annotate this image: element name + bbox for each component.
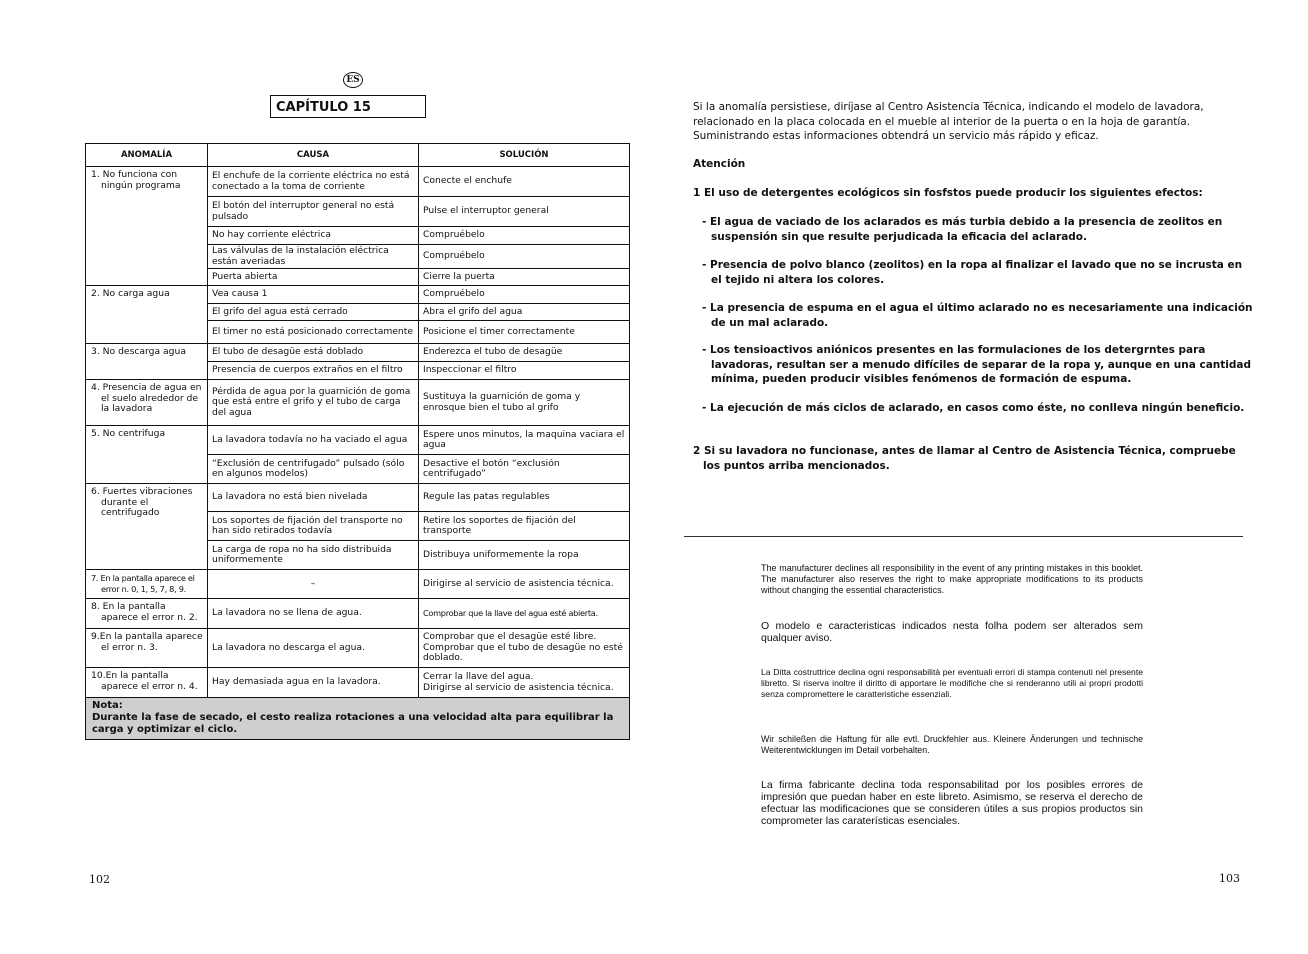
language-badge: ES <box>343 72 363 88</box>
bullet-item: - Los tensioactivos aniónicos presentes en las formulaciones de los detergrntes para lavadoras, resultan ser a menudo difíciles de separar de la ropa y, aunque en una cantidad mínima, pueden producir visibles fenómenos de formación de espuma. <box>702 344 1252 385</box>
solution-cell: Sustituya la guarnición de goma y enrosque bien el tubo al grifo <box>419 380 630 426</box>
header-anomalia: ANOMALÍA <box>86 144 208 167</box>
anomaly-cell: 9.En la pantalla aparece el error n. 3. <box>86 629 208 668</box>
cause-cell: Los soportes de fijación del transporte no han sido retirados todavía <box>208 512 419 541</box>
page-number-right: 103 <box>1219 872 1240 885</box>
bullet-item: - La ejecución de más ciclos de aclarado, en casos como éste, no conlleva ningún beneficio. <box>702 402 1245 414</box>
disclaimer-it: La Ditta costruttrice declina ogni responsabilità per eventuali errori di stampa contenuti nel presente libretto. Si riserva inoltre il diritto di apportare le modifiche che si renderanno utili ai propri prodotti senza compromettere le caratteristiche essenziali. <box>761 667 1143 699</box>
cause-cell: El grifo del agua está cerrado <box>208 304 419 321</box>
solution-cell: Distribuya uniformemente la ropa <box>419 541 630 570</box>
cause-cell: Presencia de cuerpos extraños en el filtro <box>208 362 419 380</box>
bullet-item: - Presencia de polvo blanco (zeolitos) en la ropa al finalizar el lavado que no se incrusta en el tejido ni altera los colores. <box>702 259 1243 286</box>
solution-cell: Compruébelo <box>419 286 630 304</box>
anomaly-cell: 6. Fuertes vibraciones durante el centrifugado <box>86 484 208 570</box>
solution-cell: Dirigirse al servicio de asistencia técnica. <box>419 570 630 599</box>
note-text: Durante la fase de secado, el cesto realiza rotaciones a una velocidad alta para equilibrar la carga y optimizar el ciclo. <box>92 712 614 735</box>
disclaimer-en: The manufacturer declines all responsibility in the event of any printing mistakes in this booklet. The manufacturer also reserves the right to make appropriate modifications to its products without changing the essential characteristics. <box>761 563 1143 595</box>
section-divider <box>684 536 1243 537</box>
point-2: 2 Si su lavadora no funcionase, antes de llamar al Centro de Asistencia Técnica, compruebe los puntos arriba mencionados. <box>693 445 1236 472</box>
header-solucion: SOLUCIÓN <box>419 144 630 167</box>
table-row <box>86 426 630 455</box>
note-row <box>86 698 630 740</box>
solution-cell: Cierre la puerta <box>419 269 630 286</box>
note-cell <box>86 698 630 740</box>
bullet-item: - El agua de vaciado de los aclarados es más turbia debido a la presencia de zeolitos en suspensión sin que resulte perjudicada la eficacia del aclarado. <box>702 216 1223 243</box>
cause-cell: El tubo de desagüe está doblado <box>208 344 419 362</box>
table-row <box>86 344 630 362</box>
cause-cell: No hay corriente eléctrica <box>208 227 419 245</box>
solution-line: Cerrar la llave del agua. <box>423 671 534 682</box>
attention-title: Atención <box>693 158 746 170</box>
anomaly-cell: 4. Presencia de agua en el suelo alrededor de la lavadora <box>86 380 208 426</box>
anomaly-cell: 5. No centrifuga <box>86 426 208 484</box>
cause-cell: Hay demasiada agua en la lavadora. <box>208 668 419 698</box>
page-number-left: 102 <box>89 873 110 886</box>
anomaly-cell: 1. No funciona con ningún programa <box>86 167 208 286</box>
solution-cell: Comprobar que la llave del agua esté abierta. <box>419 599 630 629</box>
anomaly-cell: 2. No carga agua <box>86 286 208 344</box>
table-row <box>86 599 630 629</box>
intro-paragraph: Si la anomalía persistiese, diríjase al Centro Asistencia Técnica, indicando el modelo de lavadora, relacionado en la placa colocada en el mueble al interior de la puerta o en la hoja de garantía. Suministrando estas informaciones obtendrá un servicio más rápido y eficaz. <box>693 101 1204 142</box>
table-row <box>86 484 630 512</box>
table-row <box>86 167 630 197</box>
cause-cell: La lavadora todavía no ha vaciado el agua <box>208 426 419 455</box>
solution-cell: Retire los soportes de fijación del transporte <box>419 512 630 541</box>
chapter-title: CAPÍTULO 15 <box>270 95 426 118</box>
cause-cell: “Exclusión de centrifugado” pulsado (sólo en algunos modelos) <box>208 455 419 484</box>
bullet-item: - La presencia de espuma en el agua el último aclarado no es necesariamente una indicación de un mal aclarado. <box>702 302 1253 329</box>
solution-cell: Desactive el botón “exclusión centrifugado” <box>419 455 630 484</box>
table-row <box>86 629 630 668</box>
cause-cell: La lavadora no está bien nivelada <box>208 484 419 512</box>
cause-cell: Las válvulas de la instalación eléctrica están averiadas <box>208 245 419 269</box>
solution-cell: Pulse el interruptor general <box>419 197 630 227</box>
header-causa: CAUSA <box>208 144 419 167</box>
disclaimer-de: Wir schileßen die Haftung für alle evtl. Druckfehler aus. Kleinere Änderungen und technische Weiterentwicklungen im Detail vorbehalten. <box>761 734 1143 755</box>
cause-cell: La lavadora no se llena de agua. <box>208 599 419 629</box>
table-row <box>86 570 630 599</box>
anomaly-cell: 7. En la pantalla aparece el error n. 0, 1, 5, 7, 8, 9. <box>86 570 208 599</box>
point-1: 1 El uso de detergentes ecológicos sin fosfstos puede producir los siguientes efectos: <box>693 187 1203 199</box>
cause-cell: El botón del interruptor general no está pulsado <box>208 197 419 227</box>
cause-cell: La lavadora no descarga el agua. <box>208 629 419 668</box>
solution-cell <box>419 668 630 698</box>
cause-cell: La carga de ropa no ha sido distribuida uniformemente <box>208 541 419 570</box>
solution-cell: Inspeccionar el filtro <box>419 362 630 380</box>
table-row <box>86 380 630 426</box>
solution-cell: Compruébelo <box>419 245 630 269</box>
disclaimer-es: La firma fabricante declina toda responsabilitad por los posibles errores de impresión que puedan haber en este libreto. Asimismo, se reserva el derecho de efectuar las modificaciones que se consideren útiles a sus propios productos sin comprometer las caraterísticas esenciales. <box>761 779 1143 827</box>
solution-cell: Regule las patas regulables <box>419 484 630 512</box>
solution-cell: Abra el grifo del agua <box>419 304 630 321</box>
solution-cell: Conecte el enchufe <box>419 167 630 197</box>
anomaly-cell: 8. En la pantalla aparece el error n. 2. <box>86 599 208 629</box>
cause-cell: Vea causa 1 <box>208 286 419 304</box>
cause-cell: El enchufe de la corriente eléctrica no está conectado a la toma de corriente <box>208 167 419 197</box>
solution-cell: Espere unos minutos, la maquina vaciara el agua <box>419 426 630 455</box>
cause-cell: Puerta abierta <box>208 269 419 286</box>
table-row <box>86 668 630 698</box>
troubleshooting-table <box>85 143 630 740</box>
solution-cell: Posicione el timer correctamente <box>419 321 630 344</box>
table-row <box>86 286 630 304</box>
solution-line: Dirigirse al servicio de asistencia técnica. <box>423 681 614 693</box>
cause-cell: El timer no está posicionado correctamente <box>208 321 419 344</box>
table-header-row <box>86 144 630 167</box>
anomaly-cell: 3. No descarga agua <box>86 344 208 380</box>
disclaimer-pt: O modelo e caracteristicas indicados nesta folha podem ser alterados sem qualquer aviso. <box>761 620 1143 644</box>
solution-cell: Comprobar que el desagüe esté libre. Comprobar que el tubo de desagüe no esté doblado. <box>419 629 630 668</box>
solution-cell: Enderezca el tubo de desagüe <box>419 344 630 362</box>
anomaly-cell: 10.En la pantalla aparece el error n. 4. <box>86 668 208 698</box>
cause-cell: Pérdida de agua por la guarnición de goma que está entre el grifo y el tubo de carga del agua <box>208 380 419 426</box>
solution-cell: Compruébelo <box>419 227 630 245</box>
note-title: Nota: <box>92 700 123 711</box>
cause-cell: – <box>208 570 419 599</box>
